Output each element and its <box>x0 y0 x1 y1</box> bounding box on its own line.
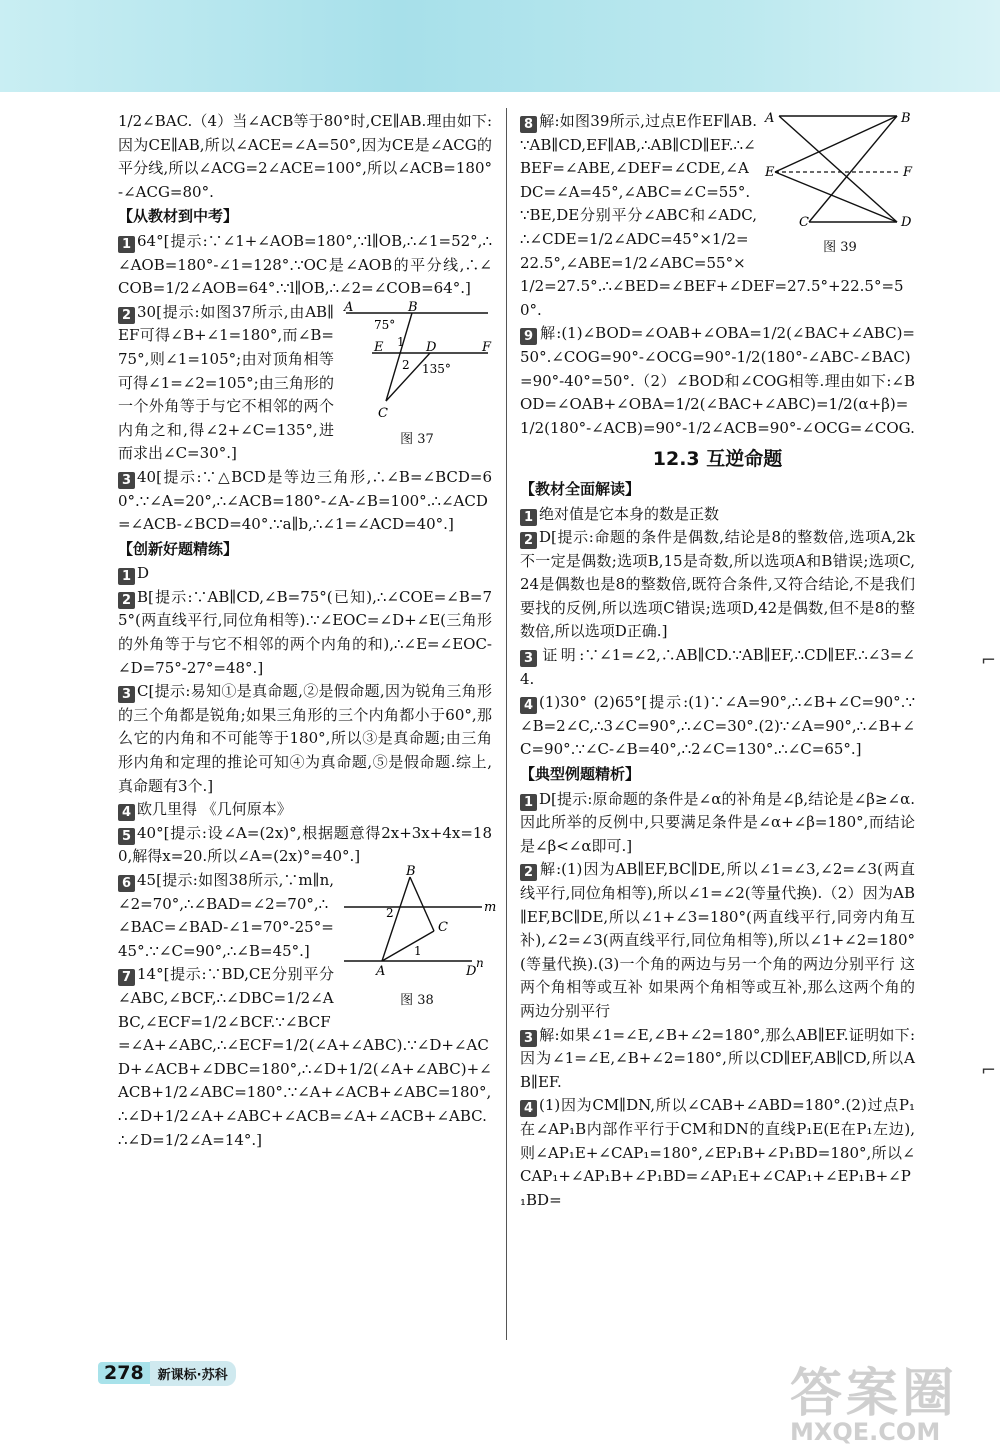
item-text: 40°[提示:设∠A=(2x)°,根据题意得2x+3x+4x=180,解得x=20.所以∠A=(2x)°=40°.] <box>118 823 492 866</box>
item-number-badge: 6 <box>118 875 135 892</box>
item-number-badge: 1 <box>520 509 537 526</box>
fig38-label-D: D <box>466 964 477 979</box>
answer-item <box>520 110 915 322</box>
fig38-label-B: B <box>406 864 416 879</box>
section-heading: 【教材全面解读】 <box>520 479 641 498</box>
left-column <box>118 110 497 1152</box>
item-number-badge: 5 <box>118 828 135 845</box>
item-text: 解:如果∠1=∠E,∠B+∠2=180°,那么AB∥EF.证明如下:因为∠1=∠E,∠B+∠2=180°,所以CD∥EF,AB∥CD,所以AB∥EF. <box>520 1025 915 1091</box>
figure-37 <box>342 301 492 452</box>
item-number-badge: 4 <box>118 804 135 821</box>
page-edge-mark: ⌐ <box>980 650 996 671</box>
item-number-badge: 3 <box>520 650 537 667</box>
figure-39-caption: 图 39 <box>823 239 857 255</box>
item-text: 解:(1)∠BOD=∠OAB+∠OBA=1/2(∠BAC+∠ABC)=50°.∠COG=90°-∠OCG=90°-1/2(180°-∠ABC-∠BAC)=90°-40°=50°.（2）∠BOD和∠COG相等.理由如下:∠BOD=∠OAB+∠OBA=1/2(∠BAC+∠ABC)=1/2(α+β)=1/2(180°-∠ACB)=90°-1/2∠ACB=90°-∠OCG=∠COG. <box>520 324 915 437</box>
fig38-label-m: m <box>484 900 497 915</box>
figure-38-diagram <box>342 864 497 981</box>
answer-item <box>520 858 915 1023</box>
item-text: C[提示:易知①是真命题,②是假命题,因为锐角三角形的三个角都是锐角;如果三角形的三个内角都小于60°,那么它的内角和不可能等于180°,所以③是真命题;由三角形内角和定理的推论可知④为真命题,⑤是假命题.综上,真命题有3个.] <box>118 682 492 795</box>
section-heading: 【创新好题精练】 <box>118 539 239 558</box>
answer-item <box>118 562 492 586</box>
item-number-badge: 4 <box>520 1100 537 1117</box>
answer-item <box>520 644 915 691</box>
page-edge-mark: ⌐ <box>980 1060 996 1081</box>
header-band <box>0 0 1000 92</box>
figure-39-diagram <box>765 110 915 228</box>
fig37-label-C: C <box>378 405 388 421</box>
page-number: 278 <box>98 1362 150 1384</box>
answer-item <box>520 788 915 859</box>
column-divider <box>506 108 507 1340</box>
item-number-badge: 4 <box>520 697 537 714</box>
item-number-badge: 3 <box>118 472 135 489</box>
fig39-label-D: D <box>901 215 912 230</box>
chapter-heading: 12.3 互逆命题 <box>652 448 783 471</box>
item-text: 解:如图39所示,过点E作EF∥AB.∵AB∥CD,EF∥AB,∴AB∥CD∥EF.∴∠BEF=∠ABE,∠DEF=∠CDE,∠ADC=∠A=45°,∠ABC=∠C=55°.∵BE,DE分别平分∠ABC和∠ADC,∴∠CDE=1/2∠ADC=45°×1/2=22.5°,∠ABE=1/2∠ABC=55°×1/2=27.5°.∴∠BED=∠BEF+∠DEF=27.5°+22.5°=50°. <box>520 112 904 319</box>
answer-item <box>520 526 915 644</box>
fig37-label-B: B <box>408 299 418 315</box>
answer-item <box>520 691 915 762</box>
answer-item <box>118 466 492 537</box>
fig37-label-135: 135° <box>422 361 451 376</box>
fig39-label-A: A <box>765 111 775 126</box>
item-text: 40[提示:∵△BCD是等边三角形,∴∠B=∠BCD=60°.∵∠A=20°,∴∠ACB=180°-∠A-∠B=100°.∴∠ACD=∠ACB-∠BCD=40°.∵a∥b,∴∠1=∠ACD=40°.] <box>118 467 492 534</box>
figure-38 <box>342 864 497 1012</box>
figure-37-diagram <box>342 301 492 421</box>
item-number-badge: 2 <box>118 307 135 324</box>
fig37-label-75: 75° <box>374 317 396 332</box>
item-text: 证明:∵∠1=∠2,∴AB∥CD.∵AB∥EF,∴CD∥EF.∴∠3=∠4. <box>520 646 915 688</box>
fig37-label-A: A <box>344 299 354 315</box>
fig39-label-F: F <box>903 165 913 180</box>
answer-item <box>520 503 915 527</box>
fig37-label-E: E <box>374 339 384 355</box>
item-text: 绝对值是它本身的数是正数 <box>539 504 720 523</box>
item-number-badge: 1 <box>118 568 135 585</box>
fig38-label-n: n <box>476 956 484 970</box>
item-number-badge: 2 <box>520 864 537 881</box>
series-label: 新课标·苏科 <box>150 1361 236 1386</box>
item-text: 14°[提示:∵BD,CE分别平分∠ABC,∠BCF,∴∠DBC=1/2∠ABC,∠ECF=1/2∠BCF.∵∠BCF=∠A+∠ABC,∴∠ECF=1/2(∠A+∠ABC).∵∠D+∠ACD+∠ACB+∠DBC=180°,∴∠D+1/2(∠A+∠ABC)+∠ACB+1/2∠ABC=180°.∵∠A+∠ACB+∠ABC=180°,∴∠D+1/2∠A+∠ABC+∠ACB=∠A+∠ACB+∠ABC.∴∠D=1/2∠A=14°.] <box>118 965 492 1149</box>
item-number-badge: 2 <box>118 592 135 609</box>
item-number-badge: 9 <box>520 328 537 345</box>
item-text: 欧几里得 《几何原本》 <box>137 800 292 819</box>
answer-item <box>118 798 492 822</box>
answer-item <box>520 1094 915 1212</box>
answer-text <box>118 110 492 204</box>
fig37-label-F: F <box>482 339 492 355</box>
item-text: B[提示:∵AB∥CD,∠B=75°(已知),∴∠COE=∠B=75°(两直线平行,同位角相等).∵∠EOC=∠D+∠E(三角形的外角等于与它不相邻的两个内角的和),∴∠E=∠EOC-∠D=75°-27°=48°.] <box>118 587 492 677</box>
item-text: 45[提示:如图38所示,∵m∥n,∠2=70°,∴∠BAD=∠2=70°,∴∠BAC=∠BAD-∠1=70°-25°=45°.∵∠C=90°,∴∠B=45°.] <box>118 871 334 960</box>
item-text: D[提示:命题的条件是偶数,结论是8的整数倍,选项A,2k不一定是偶数;选项B,15是奇数,所以选项A和B错误;选项C,24是偶数也是8的整数倍,既符合条件,又符合结论,不是我们要找的反例,所以选项C错误;选项D,42是偶数,但不是8的整数倍,所以选项D正确.] <box>520 528 915 641</box>
item-number-badge: 1 <box>118 236 135 253</box>
fig37-label-2: 2 <box>402 357 410 372</box>
item-number-badge: 3 <box>520 1030 537 1047</box>
figure-37-caption: 图 37 <box>400 432 434 448</box>
fig39-label-B: B <box>901 111 911 126</box>
answer-item <box>118 822 492 869</box>
fig38-label-A: A <box>376 964 386 979</box>
figure-39 <box>765 110 915 259</box>
answer-item <box>118 301 492 466</box>
item-number-badge: 1 <box>520 794 537 811</box>
item-text: 解:(1)因为AB∥EF,BC∥DE,所以∠1=∠3,∠2=∠3(两直线平行,同位角相等),所以∠1=∠2(等量代换).（2）因为AB∥EF,BC∥DE,所以∠1+∠3=180°(两直线平行,同旁内角互补),∠2=∠3(两直线平行,同位角相等),所以∠1+∠2=180°(等量代换).(3)一个角的两边与另一个角的两边分别平行 这两个角相等或互补 如果两个角相等或互补,那么这两个角的两边分别平行 <box>520 860 915 1020</box>
watermark <box>790 1364 959 1446</box>
footer <box>98 1362 236 1384</box>
section-heading: 【典型例题精析】 <box>520 765 641 784</box>
fig39-label-E: E <box>765 165 775 180</box>
item-number-badge: 2 <box>520 532 537 549</box>
answer-item <box>118 864 497 1008</box>
item-text: 30[提示:如图37所示,由AB∥EF可得∠B+∠1=180°,而∠B=75°,则∠1=105°;由对顶角相等可得∠1=∠2=105°;由三角形的一个外角等于与它不相邻的两个内角之和,得∠2+∠C=135°,进而求出∠C=30°.] <box>118 302 334 463</box>
fig37-label-D: D <box>426 339 437 355</box>
item-text: D <box>137 564 150 583</box>
fig38-label-C: C <box>438 920 448 935</box>
answer-item <box>520 322 915 440</box>
answer-item <box>520 1024 915 1095</box>
item-text: 64°[提示:∵∠1+∠AOB=180°,∵l∥OB,∴∠1=52°,∴∠AOB=180°-∠1=128°.∵OC是∠AOB的平分线,∴∠COB=1/2∠AOB=64°.∵l∥OB,∴∠2=∠COB=64°.] <box>118 231 492 298</box>
watermark-logo: 答案圈 <box>790 1364 959 1424</box>
fig39-label-C: C <box>799 215 809 230</box>
watermark-url: MXQE.COM <box>790 1418 941 1446</box>
item-number-badge: 3 <box>118 686 135 703</box>
fig37-label-1: 1 <box>397 334 405 349</box>
item-number-badge: 8 <box>520 116 537 133</box>
right-column <box>520 110 915 1212</box>
answer-item <box>118 680 492 798</box>
item-text: D[提示:原命题的条件是∠α的补角是∠β,结论是∠β≥∠α.因此所举的反例中,只要满足条件是∠α+∠β=180°,而结论是∠β<∠α即可.] <box>520 789 915 855</box>
item-text: 1/2∠BAC.（4）当∠ACB等于80°时,CE∥AB.理由如下:因为CE∥AB,所以∠ACE=∠A=50°,因为CE是∠ACG的平分线,所以∠ACG=2∠ACE=100°,所以∠ACB=180°-∠ACG=80°. <box>118 112 492 201</box>
item-text: (1)因为CM∥DN,所以∠CAB+∠ABD=180°.(2)过点P₁在∠AP₁B内部作平行于CM和DN的直线P₁E(E在P₁左边),则∠AP₁E+∠CAP₁=180°,∠EP₁B+∠P₁BD=180°,所以∠CAP₁+∠AP₁B+∠P₁BD=∠AP₁E+∠CAP₁+∠EP₁B+∠P₁BD= <box>520 1096 915 1209</box>
answer-item <box>118 230 492 301</box>
section-heading: 【从教材到中考】 <box>118 207 239 226</box>
item-text: (1)30° (2)65°[提示:(1)∵∠A=90°,∴∠B+∠C=90°.∵∠B=2∠C,∴3∠C=90°,∴∠C=30°.(2)∵∠A=90°,∴∠B+∠C=90°.∵∠C-∠B=40°,∴2∠C=130°.∴∠C=65°.] <box>520 693 915 759</box>
figure-38-caption: 图 38 <box>400 992 434 1008</box>
item-number-badge: 7 <box>118 969 135 986</box>
answer-item <box>118 586 492 680</box>
fig38-label-1: 1 <box>414 944 422 958</box>
fig38-label-2: 2 <box>386 906 394 920</box>
